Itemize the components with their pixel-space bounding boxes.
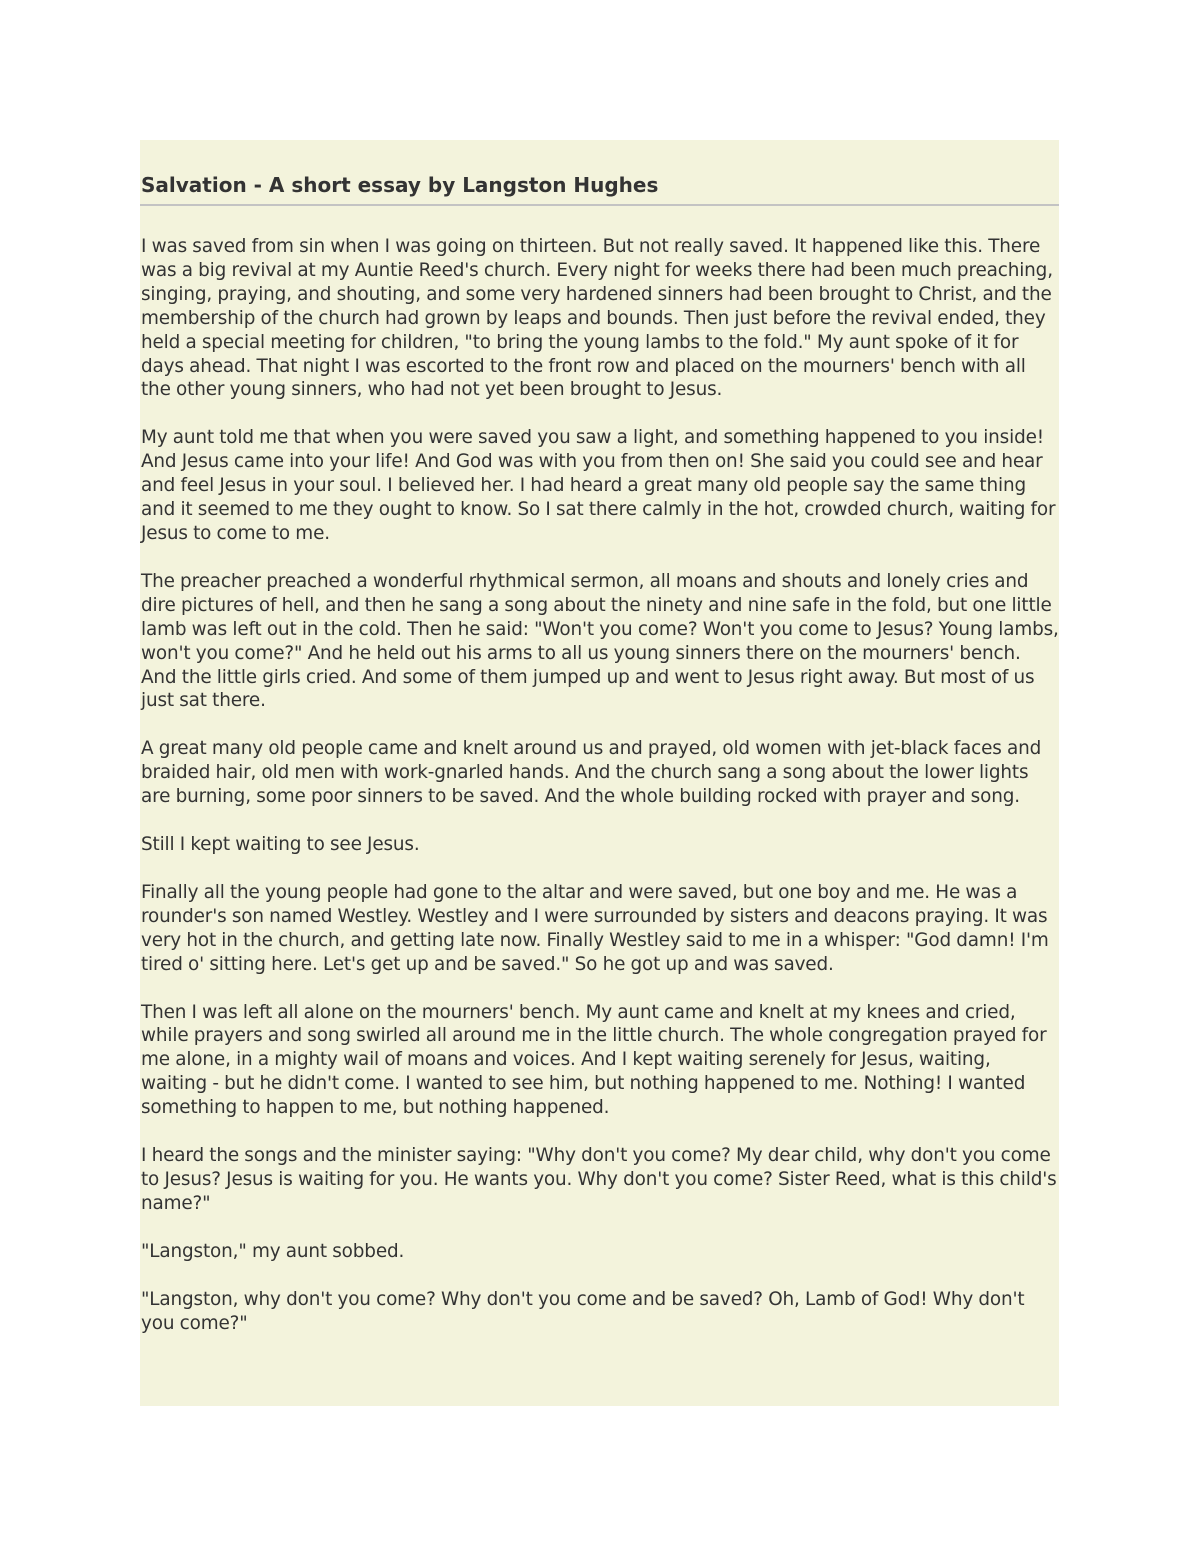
essay-paragraph-3: The preacher preached a wonderful rhythmical sermon, all moans and shouts and lonely cries and dire pictures of hell, and then he sang a song about the ninety and nine safe in the fold, but one little lamb was left out in the cold. Then he said: "Won't you come? Won't you come to Jesus? Young lambs, won't you come?" And he held out his arms to all us young sinners there on the mourners' bench. And the little girls cried. And some of them jumped up and went to Jesus right away. But most of us just sat there.: [141, 570, 1059, 712]
essay-paragraph-4: A great many old people came and knelt around us and prayed, old women with jet-black faces and braided hair, old men with work-gnarled hands. And the church sang a song about the lower lights are burning, some poor sinners to be saved. And the whole building rocked with prayer and song.: [141, 738, 1042, 808]
essay-paragraph-9: "Langston," my aunt sobbed.: [141, 1240, 405, 1262]
essay-paragraph-8: I heard the songs and the minister saying: "Why don't you come? My dear child, why don't you come to Jesus? Jesus is waiting for you. He wants you. Why don't you come? Sister Reed, what is this child's name?": [141, 1145, 1057, 1214]
essay-paragraph-1: I was saved from sin when I was going on thirteen. But not really saved. It happened like this. There was a big revival at my Auntie Reed's church. Every night for weeks there had been much preaching, singing, praying, and shouting, and some very hardened sinners had been brought to Christ, and the membership of the church had grown by leaps and bounds. Then just before the revival ended, they held a special meeting for children, "to bring the young lambs to the fold." My aunt spoke of it for days ahead. That night I was escorted to the front row and placed on the mourners' bench with all the other young sinners, who had not yet been brought to Jesus.: [141, 236, 1053, 401]
essay-body: [141, 235, 1059, 1336]
essay-paragraph-6: Finally all the young people had gone to the altar and were saved, but one boy and me. He was a rounder's son named Westley. Westley and I were surrounded by sisters and deacons praying. It was very hot in the church, and getting late now. Finally Westley said to me in a whisper: "God damn! I'm tired o' sitting here. Let's get up and be saved." So he got up and was saved.: [141, 881, 1049, 975]
essay-title: Salvation - A short essay by Langston Hughes: [141, 173, 659, 197]
essay-paragraph-7: Then I was left all alone on the mourners' bench. My aunt came and knelt at my knees and cried, while prayers and song swirled all around me in the little church. The whole congregation prayed for me alone, in a mighty wail of moans and voices. And I kept waiting serenely for Jesus, waiting, waiting - but he didn't come. I wanted to see him, but nothing happened to me. Nothing! I wanted something to happen to me, but nothing happened.: [141, 1001, 1047, 1119]
essay-paragraph-2: My aunt told me that when you were saved you saw a light, and something happened to you inside! And Jesus came into your life! And God was with you from then on! She said you could see and hear and feel Jesus in your soul. I believed her. I had heard a great many old people say the same thing and it seemed to me they ought to know. So I sat there calmly in the hot, crowded church, waiting for Jesus to come to me.: [141, 427, 1056, 544]
essay-paragraph-5: Still I kept waiting to see Jesus.: [141, 834, 420, 856]
title-divider: [140, 204, 1059, 206]
essay-panel: [140, 140, 1059, 1406]
essay-paragraph-10: "Langston, why don't you come? Why don't you come and be saved? Oh, Lamb of God! Why don't you come?": [141, 1288, 1025, 1334]
